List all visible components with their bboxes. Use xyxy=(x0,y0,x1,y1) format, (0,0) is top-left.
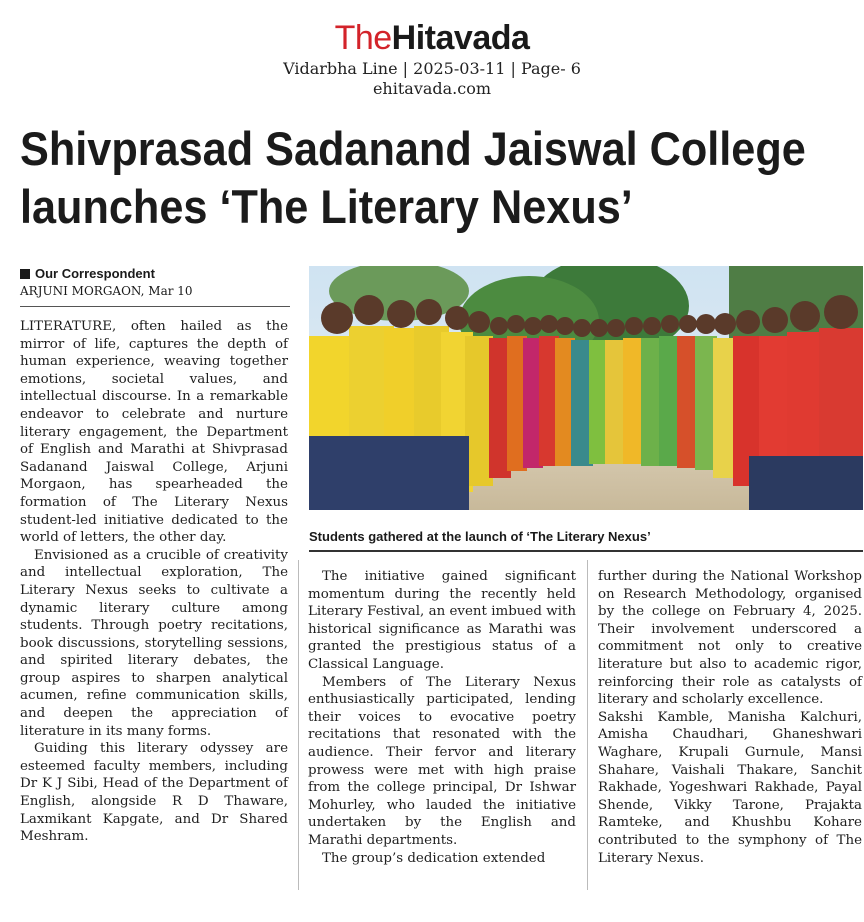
edition-line: Vidarbha Line | 2025-03-11 | Page- 6 xyxy=(283,59,581,78)
square-bullet-icon xyxy=(20,269,30,279)
article-photo xyxy=(309,266,863,510)
byline-divider xyxy=(20,306,290,307)
caption-divider xyxy=(309,550,863,552)
logo-the: The xyxy=(334,19,392,57)
paragraph: Guiding this literary odyssey are esteemed faculty members, including Dr K J Sibi, Head of the Department of English, alongside R D Thaware, Laxmikant Kapgate, and Dr Shared Meshram. xyxy=(20,741,288,845)
paragraph: LITERATURE, often hailed as the mirror of life, captures the depth of human experience, weaving together emotions, societal values, and intellectual discourse. In a remarkable endeavor to celebrate and nurture literary engagement, the Department of English and Marathi at Shivprasad Sadanand Jaiswal College, Arjuni Morgaon, has spearheaded the formation of The Literary Nexus student-led initiative dedicated to the world of letters, the other day. xyxy=(20,319,288,546)
article-column-3 xyxy=(598,568,862,867)
byline-text: Our Correspondent xyxy=(35,266,155,281)
dateline: ARJUNI MORGAON, Mar 10 xyxy=(20,284,193,298)
paragraph: The group’s dedication extended xyxy=(322,850,546,866)
article-column-2 xyxy=(308,568,576,867)
byline-block xyxy=(20,266,290,307)
column-divider xyxy=(587,560,588,890)
photo-caption: Students gathered at the launch of ‘The Literary Nexus’ xyxy=(309,529,651,544)
headline xyxy=(20,120,806,236)
byline xyxy=(20,266,290,282)
paragraph: Members of The Literary Nexus enthusiastically participated, lending their voices to evocative poetry recitations that resonated with the audience. Their fervor and literary prowess were met with high praise from the college principal, Dr Ishwar Mohurley, who lauded the initiative undertaken by the English and Marathi departments. xyxy=(308,674,576,848)
students-group-photo xyxy=(309,266,863,510)
article-column-1 xyxy=(20,318,288,846)
paragraph: further during the National Workshop on Research Methodology, organised by the college on February 4, 2025. Their involvement underscored a commitment not only to creative literature but also to academic rigor, reinforcing their role as catalysts of literary and scholarly excellence. xyxy=(598,569,862,708)
website-link[interactable]: ehitavada.com xyxy=(372,79,492,98)
headline-line-2: launches ‘The Literary Nexus’ xyxy=(20,180,633,233)
headline-line-1: Shivprasad Sadanand Jaiswal College xyxy=(20,122,806,175)
newspaper-logo xyxy=(0,18,864,58)
paragraph: The initiative gained significant momentum during the recently held Literary Festival, an event imbued with historical significance as Marathi was granted the prestigious status of a Classical Language. xyxy=(308,569,576,672)
masthead xyxy=(0,18,864,99)
logo-name: Hitavada xyxy=(391,19,530,57)
column-divider xyxy=(298,560,299,890)
paragraph: Envisioned as a crucible of creativity and intellectual exploration, The Literary Nexus seeks to cultivate a dynamic literary culture among students. Through poetry recitations, book discussions, storytelling sessions, and spirited literary debates, the group aspires to sharpen analytical acumen, refine communication skills, and deepen the appreciation of literature in its many forms. xyxy=(20,547,288,739)
paragraph: Sakshi Kamble, Manisha Kalchuri, Amisha Chaudhari, Ghaneshwari Waghare, Krupali Gurnule, Mansi Shahare, Vaishali Thakare, Sanchit Rakhade, Yogeshwari Rakhade, Payal Shende, Vikky Tarone, Prajakta Ramteke, and Khushbu Kohare contributed to the symphony of The Literary Nexus. xyxy=(598,709,862,866)
